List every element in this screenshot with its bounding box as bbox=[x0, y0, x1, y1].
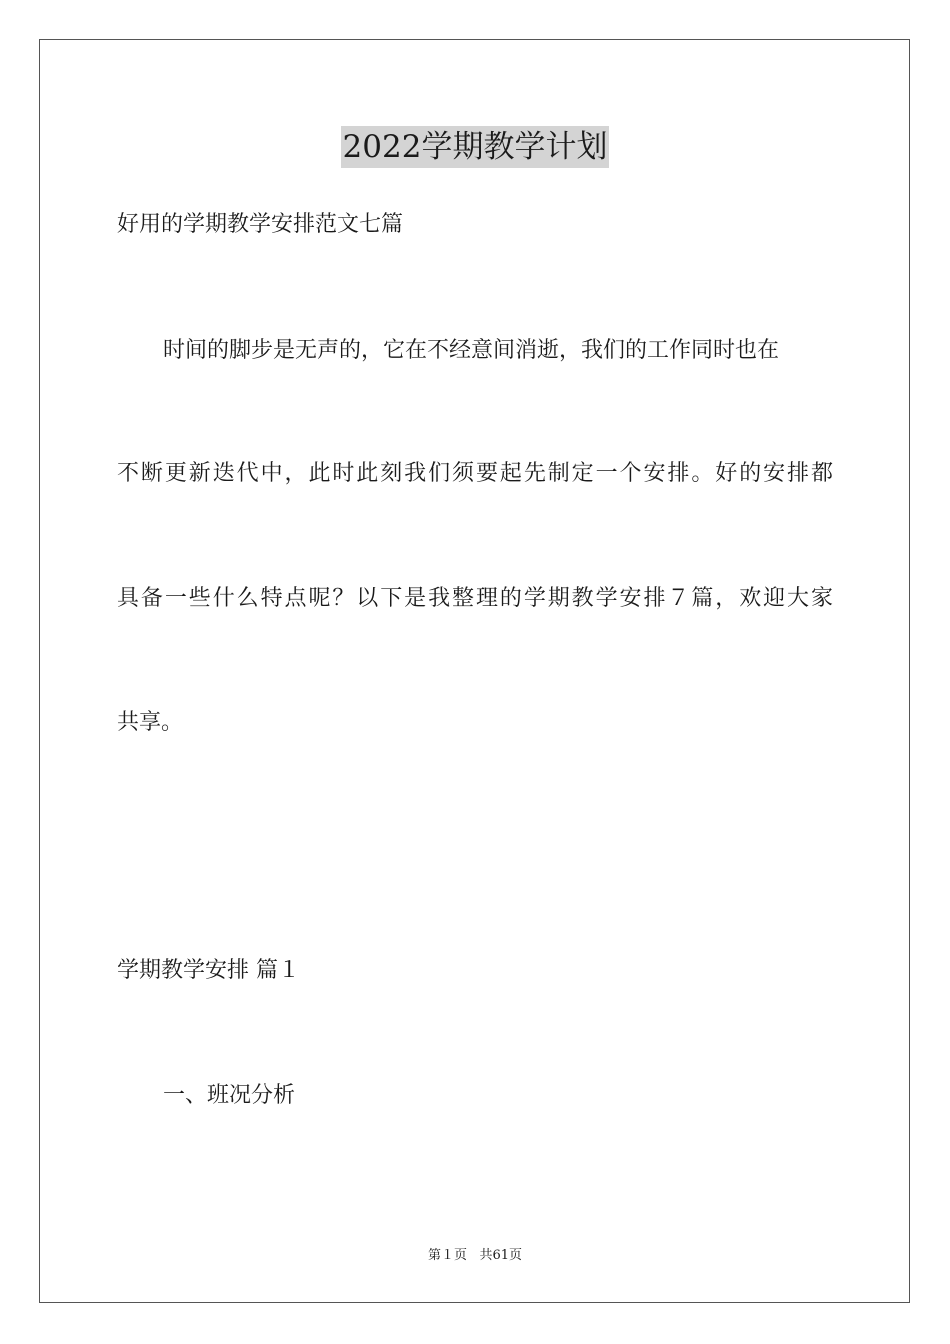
section-heading: 学期教学安排 篇１ bbox=[117, 958, 300, 983]
footer-page-number: 第１页 bbox=[428, 1248, 468, 1263]
paragraph-line-1: 时间的脚步是无声的，它在不经意间消逝，我们的工作同时也在 bbox=[163, 338, 780, 363]
title-container bbox=[0, 126, 950, 168]
paragraph-line-4: 共享。 bbox=[117, 710, 184, 735]
document-subtitle: 好用的学期教学安排范文七篇 bbox=[117, 212, 404, 237]
document-title: 2022学期教学计划 bbox=[341, 126, 610, 168]
page-footer bbox=[0, 1247, 950, 1265]
paragraph-line-2: 不断更新迭代中，此时此刻我们须要起先制定一个安排。好的安排都 bbox=[117, 461, 833, 486]
paragraph-line-3: 具备一些什么特点呢？以下是我整理的学期教学安排７篇，欢迎大家 bbox=[117, 586, 833, 611]
subsection-heading: 一、班况分析 bbox=[163, 1083, 296, 1108]
footer-page-total: 共61页 bbox=[479, 1248, 522, 1263]
